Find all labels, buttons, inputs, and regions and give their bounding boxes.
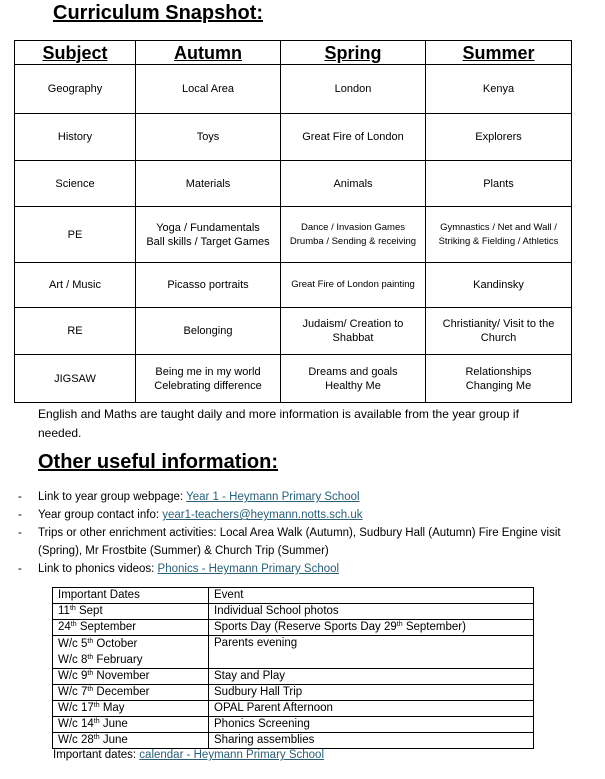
summer-cell: Gymnastics / Net and Wall / Striking & Fielding / Athletics <box>426 207 572 263</box>
event-text: September) <box>402 621 466 633</box>
date-month: June <box>99 734 128 746</box>
subject-cell: Geography <box>15 65 136 114</box>
spring-cell: Judaism/ Creation to Shabbat <box>281 308 426 355</box>
table-row <box>53 604 534 620</box>
date-text: W/c 7 <box>58 686 88 698</box>
date-text: W/c 14 <box>58 718 94 730</box>
date-month: November <box>93 670 150 682</box>
bullet-dash: - <box>18 491 22 503</box>
table-row <box>53 685 534 701</box>
date-cell <box>53 701 209 717</box>
date-cell <box>53 669 209 685</box>
summer-cell: Explorers <box>426 114 572 161</box>
autumn-cell: Toys <box>136 114 281 161</box>
date-text: W/c 5 <box>58 638 88 650</box>
event-cell: Phonics Screening <box>209 717 534 733</box>
list-item <box>18 560 578 578</box>
date-suffix: th <box>87 686 94 693</box>
date-text: W/c 28 <box>58 734 94 746</box>
footer-label: Important dates: <box>53 749 140 761</box>
header-autumn: Autumn <box>136 41 281 65</box>
event-cell <box>209 620 534 636</box>
spring-cell: London <box>281 65 426 114</box>
table-row <box>53 620 534 636</box>
summer-cell: Relationships Changing Me <box>426 355 572 403</box>
header-spring: Spring <box>281 41 426 65</box>
spring-cell: Dance / Invasion Games Drumba / Sending & receiving <box>281 207 426 263</box>
curriculum-header-row <box>15 41 572 65</box>
summer-cell: Plants <box>426 161 572 207</box>
event-cell: OPAL Parent Afternoon <box>209 701 534 717</box>
date-day: 11 <box>58 605 70 617</box>
table-row <box>15 114 572 161</box>
date-month: Sept <box>75 605 103 617</box>
date-month: February <box>93 654 143 666</box>
other-info-title: Other useful information: <box>38 451 278 473</box>
spring-cell: Great Fire of London painting <box>281 263 426 308</box>
calendar-link[interactable]: calendar - Heymann Primary School <box>139 749 325 761</box>
subject-cell: PE <box>15 207 136 263</box>
date-month: December <box>93 686 150 698</box>
date-text: W/c 17 <box>58 702 94 714</box>
date-line <box>58 652 203 668</box>
info-list <box>18 488 578 578</box>
date-cell <box>53 685 209 701</box>
list-item <box>18 488 578 506</box>
trips-text: Trips or other enrichment activities: Local Area Walk (Autumn), Sudbury Hall (Autumn) Fire Engine visit (Spring), Mr Frostbite (Summer) & Church Trip (Summer) <box>38 527 561 557</box>
subject-cell: JIGSAW <box>15 355 136 403</box>
curriculum-table <box>14 40 572 403</box>
phonics-label: Link to phonics videos: <box>38 563 158 575</box>
table-row <box>15 65 572 114</box>
date-suffix: th <box>69 605 76 612</box>
year-group-webpage-link[interactable]: Year 1 - Heymann Primary School <box>186 491 360 503</box>
date-cell <box>53 620 209 636</box>
summer-cell: Kenya <box>426 65 572 114</box>
autumn-cell: Local Area <box>136 65 281 114</box>
contact-label: Year group contact info: <box>38 509 163 521</box>
event-cell: Sudbury Hall Trip <box>209 685 534 701</box>
summer-cell: Christianity/ Visit to the Church <box>426 308 572 355</box>
event-cell: Sharing assemblies <box>209 733 534 749</box>
table-row <box>15 263 572 308</box>
list-item <box>18 506 578 524</box>
date-text: W/c 8 <box>58 654 88 666</box>
date-day: 24 <box>58 621 71 633</box>
event-text: Sports Day (Reserve Sports Day 29 <box>214 621 397 633</box>
date-month: September <box>76 621 137 633</box>
date-suffix: th <box>93 718 100 725</box>
event-suffix: th <box>396 621 403 628</box>
subject-cell: Science <box>15 161 136 207</box>
subject-cell: RE <box>15 308 136 355</box>
spring-cell: Dreams and goals Healthy Me <box>281 355 426 403</box>
table-row <box>53 669 534 685</box>
table-row <box>53 636 534 669</box>
header-important-dates: Important Dates <box>53 588 209 604</box>
autumn-cell: Belonging <box>136 308 281 355</box>
date-cell <box>53 636 209 669</box>
webpage-label: Link to year group webpage: <box>38 491 187 503</box>
header-event: Event <box>209 588 534 604</box>
event-cell: Stay and Play <box>209 669 534 685</box>
date-suffix: th <box>93 702 100 709</box>
bullet-dash: - <box>18 527 22 539</box>
subject-cell: Art / Music <box>15 263 136 308</box>
date-suffix: th <box>70 621 77 628</box>
bullet-dash: - <box>18 563 22 575</box>
date-cell <box>53 717 209 733</box>
important-dates-table <box>52 587 534 749</box>
header-summer: Summer <box>426 41 572 65</box>
autumn-cell: Yoga / Fundamentals Ball skills / Target Games <box>136 207 281 263</box>
contact-email-link[interactable]: year1-teachers@heymann.notts.sch.uk <box>162 509 363 521</box>
curriculum-note: English and Maths are taught daily and more information is available from the year group if needed. <box>38 407 519 440</box>
table-row <box>53 733 534 749</box>
autumn-cell: Picasso portraits <box>136 263 281 308</box>
dates-header-row <box>53 588 534 604</box>
table-row <box>15 355 572 403</box>
date-text: W/c 9 <box>58 670 88 682</box>
date-cell <box>53 604 209 620</box>
phonics-videos-link[interactable]: Phonics - Heymann Primary School <box>157 563 340 575</box>
date-month: October <box>93 638 138 650</box>
summer-cell: Kandinsky <box>426 263 572 308</box>
important-dates-footer <box>53 749 324 761</box>
list-item <box>18 524 578 560</box>
date-month: May <box>99 702 125 714</box>
table-row <box>15 207 572 263</box>
date-line <box>58 636 203 652</box>
autumn-cell: Materials <box>136 161 281 207</box>
table-row <box>53 717 534 733</box>
spring-cell: Great Fire of London <box>281 114 426 161</box>
curriculum-title: Curriculum Snapshot: <box>53 2 264 24</box>
table-row <box>15 308 572 355</box>
spring-cell: Animals <box>281 161 426 207</box>
date-suffix: th <box>87 638 94 645</box>
subject-cell: History <box>15 114 136 161</box>
event-cell: Individual School photos <box>209 604 534 620</box>
table-row <box>53 701 534 717</box>
date-month: June <box>99 718 128 730</box>
date-cell <box>53 733 209 749</box>
header-subject: Subject <box>15 41 136 65</box>
event-cell: Parents evening <box>209 636 534 669</box>
date-suffix: th <box>93 734 100 741</box>
date-suffix: th <box>87 670 94 677</box>
table-row <box>15 161 572 207</box>
autumn-cell: Being me in my world Celebrating difference <box>136 355 281 403</box>
date-suffix: th <box>87 654 94 661</box>
bullet-dash: - <box>18 509 22 521</box>
